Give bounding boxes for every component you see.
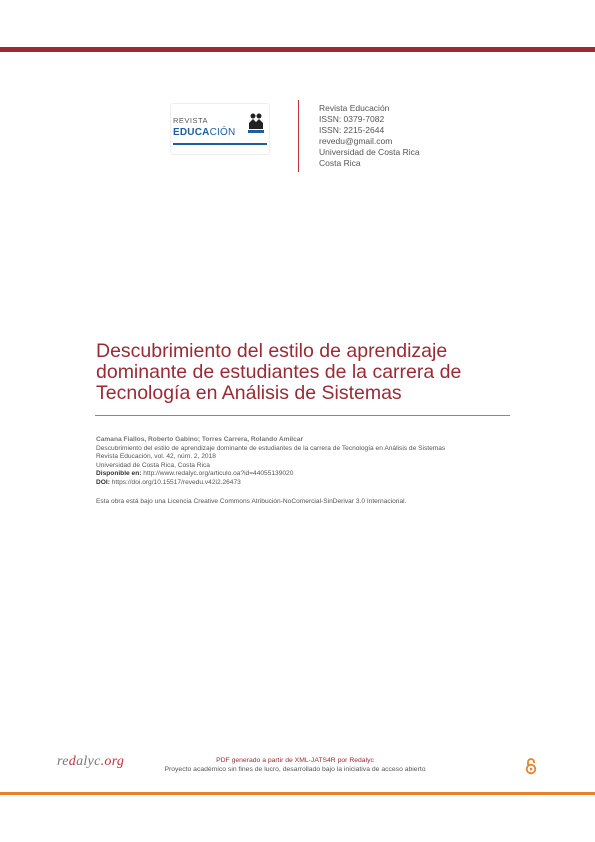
availability-link[interactable]: http://www.redalyc.org/articulo.oa?id=44055139020 [143, 470, 294, 478]
journal-logo [170, 103, 270, 155]
redalyc-logo-part-3: alyc [76, 754, 101, 769]
open-access-icon [525, 757, 537, 775]
availability-label: Disponible en: [96, 470, 142, 478]
header-divider [298, 100, 299, 172]
journal-country: Costa Rica [319, 158, 361, 168]
bottom-bar [0, 792, 595, 795]
journal-info [319, 103, 420, 169]
journal-email[interactable]: revedu@gmail.com [319, 136, 393, 146]
journal-issn-online: ISSN: 2215-2644 [319, 125, 385, 135]
journal-name: Revista Educación [319, 103, 390, 113]
journal-university: Universidad de Costa Rica [319, 147, 420, 157]
footer-text [140, 756, 450, 774]
top-bar [0, 47, 595, 52]
redalyc-logo-part-2: d [68, 754, 77, 769]
article-subtitle: Descubrimiento del estilo de aprendizaje dominante de estudiantes de la carrera de Tecnología en Análisis de Sistemas [96, 444, 446, 452]
journal-logo-underline [173, 143, 267, 145]
footer-line-2: Proyecto académico sin fines de lucro, desarrollado bajo la iniciativa de acceso abierto [164, 766, 426, 773]
journal-emblem-icon [246, 109, 266, 135]
journal-logo-small: REVISTA [173, 116, 209, 125]
article-title: Descubrimiento del estilo de aprendizaje dominante de estudiantes de la carrera de Tecnología en Análisis de Sistemas [96, 340, 462, 404]
doi-link[interactable]: https://doi.org/10.15517/revedu.v42i2.26473 [111, 478, 241, 486]
redalyc-logo-part-1: re [57, 754, 69, 769]
article-metadata [96, 436, 506, 506]
license-text[interactable]: Esta obra está bajo una Licencia Creative Commons Atribución-NoComercial-SinDerivar 3.0 Internacional. [96, 497, 407, 505]
doi-label: DOI: [96, 478, 110, 486]
title-rule [95, 415, 510, 416]
article-doi [96, 479, 506, 488]
journal-logo-wordmark [173, 127, 235, 138]
redalyc-logo [57, 754, 124, 770]
article-citation: Revista Educación, vol. 42, núm. 2, 2018 [96, 453, 216, 461]
article-institution: Universidad de Costa Rica, Costa Rica [96, 461, 210, 469]
article-authors: Camana Fiallos, Roberto Gabino; Torres Carrera, Rolando Amilcar [96, 436, 304, 443]
footer-line-1: PDF generado a partir de XML-JATS4R por Redalyc [216, 757, 374, 764]
redalyc-logo-part-4: .org [100, 754, 125, 769]
journal-logo-bold: EDUCA [173, 127, 210, 138]
article-availability [96, 470, 506, 479]
journal-issn-print: ISSN: 0379-7082 [319, 114, 385, 124]
journal-logo-light: CIÓN [209, 127, 236, 138]
